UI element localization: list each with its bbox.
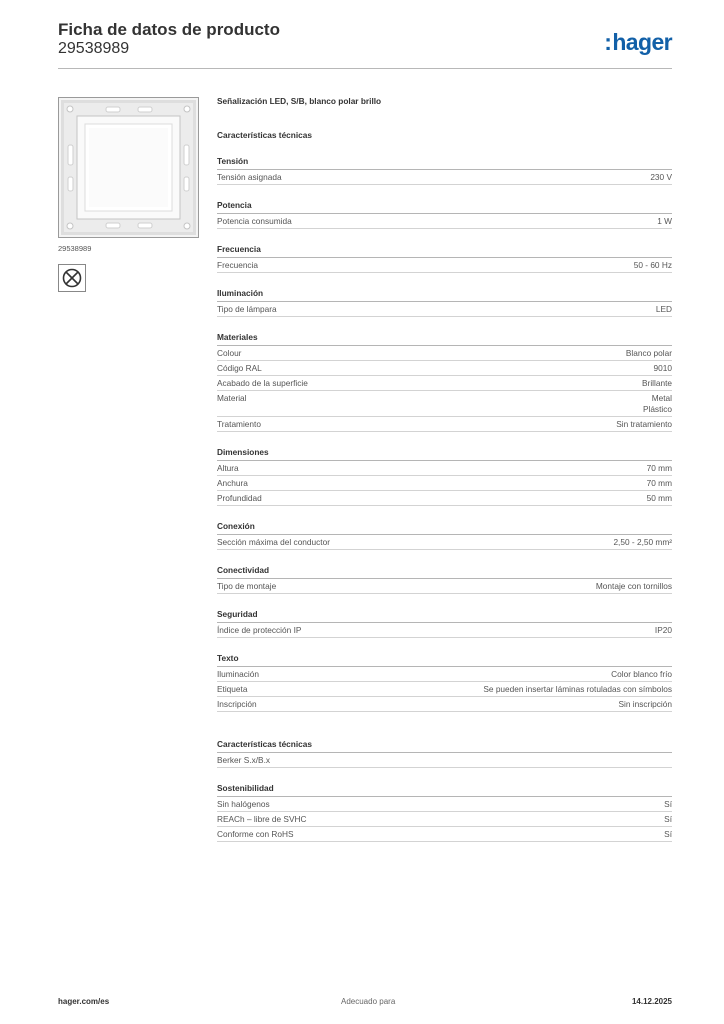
group-title: Frecuencia	[217, 244, 261, 254]
spec-row	[217, 682, 672, 697]
lamp-symbol-icon	[58, 264, 86, 292]
spec-label: Inscripción	[217, 699, 257, 709]
section-title: Características técnicas	[217, 130, 313, 140]
group-title: Tensión	[217, 156, 249, 166]
spec-label: Potencia consumida	[217, 216, 292, 226]
spec-row	[217, 391, 672, 417]
spec-group	[217, 199, 672, 229]
spec-value: Blanco polar	[625, 348, 672, 358]
group-title: Materiales	[217, 332, 258, 342]
spec-row	[217, 797, 672, 812]
product-description: Señalización LED, S/B, blanco polar brillo	[217, 96, 382, 106]
spec-value: 2,50 - 2,50 mm²	[613, 537, 672, 547]
spec-label: Tipo de montaje	[217, 581, 277, 591]
spec-group	[217, 243, 672, 273]
spec-value: Sí	[664, 814, 672, 824]
group-title: Sostenibilidad	[217, 783, 274, 793]
spec-row	[217, 667, 672, 682]
page-title: Ficha de datos de producto	[58, 20, 280, 39]
spec-group	[217, 564, 672, 594]
spec-group	[217, 652, 672, 712]
group-title: Texto	[217, 653, 239, 663]
spec-label: Anchura	[217, 478, 248, 488]
spec-row	[217, 376, 672, 391]
spec-rows	[217, 257, 672, 273]
group-title: Conexión	[217, 521, 255, 531]
spec-row	[217, 697, 672, 712]
spec-value: Brillante	[642, 378, 672, 388]
spec-value: 70 mm	[646, 463, 672, 473]
spec-row	[217, 302, 672, 317]
spec-label: REACh – libre de SVHC	[217, 814, 307, 824]
spec-row	[217, 346, 672, 361]
spec-value: Metal Plástico	[642, 393, 672, 414]
extra-groups	[217, 738, 672, 842]
spec-group	[217, 446, 672, 506]
spec-group	[217, 738, 672, 768]
image-caption: 29538989	[58, 244, 92, 253]
spec-label: Acabado de la superficie	[217, 378, 308, 388]
spec-value: 50 - 60 Hz	[633, 260, 672, 270]
spec-rows	[217, 460, 672, 506]
spec-label: Tratamiento	[217, 419, 261, 429]
spec-value: Sí	[664, 799, 672, 809]
spec-groups	[217, 155, 672, 712]
product-image	[58, 97, 199, 238]
spec-label: Tipo de lámpara	[217, 304, 277, 314]
brand-name: hager	[612, 29, 672, 55]
spec-rows	[217, 796, 672, 842]
spec-rows	[217, 301, 672, 317]
spec-rows	[217, 534, 672, 550]
spec-label: Índice de protección IP	[217, 625, 302, 635]
spec-row	[217, 623, 672, 638]
spec-row	[217, 214, 672, 229]
spec-row	[217, 812, 672, 827]
spec-group	[217, 155, 672, 185]
spec-row	[217, 535, 672, 550]
spec-value: 70 mm	[646, 478, 672, 488]
spec-value: 9010	[653, 363, 672, 373]
spec-label: Sección máxima del conductor	[217, 537, 330, 547]
spec-label: Berker S.x/B.x	[217, 755, 271, 765]
spec-value: Sin tratamiento	[616, 419, 672, 429]
spec-row	[217, 579, 672, 594]
spec-group	[217, 782, 672, 842]
spec-label: Conforme con RoHS	[217, 829, 294, 839]
footer-note: Adecuado para	[341, 997, 396, 1006]
spec-group	[217, 608, 672, 638]
hager-logo: :hager	[604, 29, 672, 55]
spec-value: IP20	[654, 625, 672, 635]
spec-rows	[217, 169, 672, 185]
spec-value: LED	[655, 304, 672, 314]
spec-label: Sin halógenos	[217, 799, 270, 809]
footer-website: hager.com/es	[58, 997, 110, 1006]
spec-row	[217, 753, 672, 768]
header-divider	[58, 68, 672, 69]
group-title: Conectividad	[217, 565, 270, 575]
spec-content	[217, 95, 672, 842]
spec-row	[217, 461, 672, 476]
product-code: 29538989	[58, 40, 130, 57]
spec-rows	[217, 213, 672, 229]
group-title: Iluminación	[217, 288, 264, 298]
spec-value: Color blanco frío	[611, 669, 672, 679]
spec-row	[217, 476, 672, 491]
spec-row	[217, 170, 672, 185]
spec-label: Tensión asignada	[217, 172, 282, 182]
group-title: Dimensiones	[217, 447, 269, 457]
spec-rows	[217, 622, 672, 638]
spec-row	[217, 258, 672, 273]
spec-value: 1 W	[657, 216, 672, 226]
spec-rows	[217, 752, 672, 768]
footer-date: 14.12.2025	[631, 997, 672, 1006]
spec-value: 230 V	[650, 172, 672, 182]
spec-rows	[217, 578, 672, 594]
group-title: Seguridad	[217, 609, 258, 619]
spec-rows	[217, 666, 672, 712]
group-title: Potencia	[217, 200, 252, 210]
spec-label: Etiqueta	[217, 684, 248, 694]
spec-label: Profundidad	[217, 493, 262, 503]
spec-rows	[217, 345, 672, 432]
spec-group	[217, 331, 672, 432]
spec-label: Colour	[217, 348, 242, 358]
spec-label: Material	[217, 393, 247, 403]
spec-value: 50 mm	[646, 493, 672, 503]
spec-group	[217, 520, 672, 550]
spec-label: Frecuencia	[217, 260, 259, 270]
spec-group	[217, 287, 672, 317]
spec-row	[217, 491, 672, 506]
spec-row	[217, 827, 672, 842]
spec-row	[217, 361, 672, 376]
spec-label: Código RAL	[217, 363, 262, 373]
spec-value: Sí	[664, 829, 672, 839]
spec-label: Iluminación	[217, 669, 259, 679]
spec-value: Montaje con tornillos	[595, 581, 672, 591]
spec-row	[217, 417, 672, 432]
spec-value: Se pueden insertar láminas rotuladas con símbolos	[483, 684, 672, 694]
spec-label: Altura	[217, 463, 239, 473]
group-title: Características técnicas	[217, 739, 313, 749]
spec-value: Sin inscripción	[618, 699, 672, 709]
